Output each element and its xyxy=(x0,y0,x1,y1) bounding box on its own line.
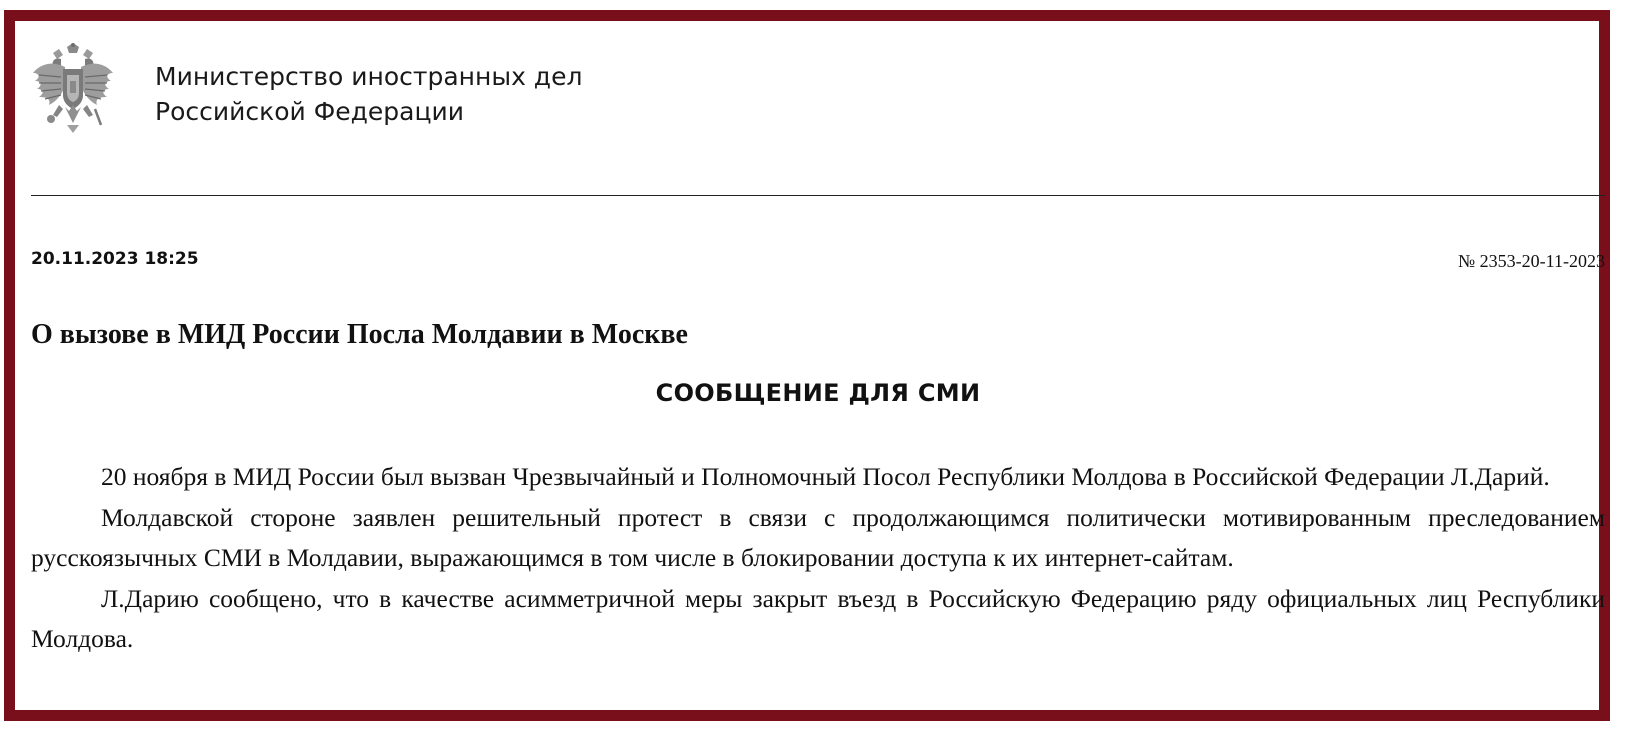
document-subtitle: СООБЩЕНИЕ ДЛЯ СМИ xyxy=(655,379,981,407)
ministry-name xyxy=(155,59,582,129)
document-number: № 2353-20-11-2023 xyxy=(1458,251,1605,271)
document-frame xyxy=(4,10,1610,721)
document-body xyxy=(31,457,1605,660)
ministry-name-line2: Российской Федерации xyxy=(155,97,464,126)
russian-coat-of-arms-icon xyxy=(31,43,115,135)
paragraph: Молдавской стороне заявлен решительный протест в связи с продолжающимся политически мотивированным преследованием русскоязычных СМИ в Молдавии, выражающимся в том числе в блокировании доступа к их интернет-сайтам. xyxy=(31,502,1605,572)
document-page xyxy=(29,21,1607,710)
document-title: О вызове в МИД России Посла Молдавии в Москве xyxy=(31,319,688,350)
paragraph: 20 ноября в МИД России был вызван Чрезвычайный и Полномочный Посол Республики Молдова в Российской Федерации Л.Дарий. xyxy=(101,462,1550,491)
paragraph: Л.Дарию сообщено, что в качестве асимметричной меры закрыт въезд в Российскую Федерацию ряду официальных лиц Республики Молдова. xyxy=(31,583,1605,653)
ministry-name-line1: Министерство иностранных дел xyxy=(155,62,583,91)
header-divider xyxy=(31,195,1605,196)
publication-date: 20.11.2023 18:25 xyxy=(31,249,199,269)
